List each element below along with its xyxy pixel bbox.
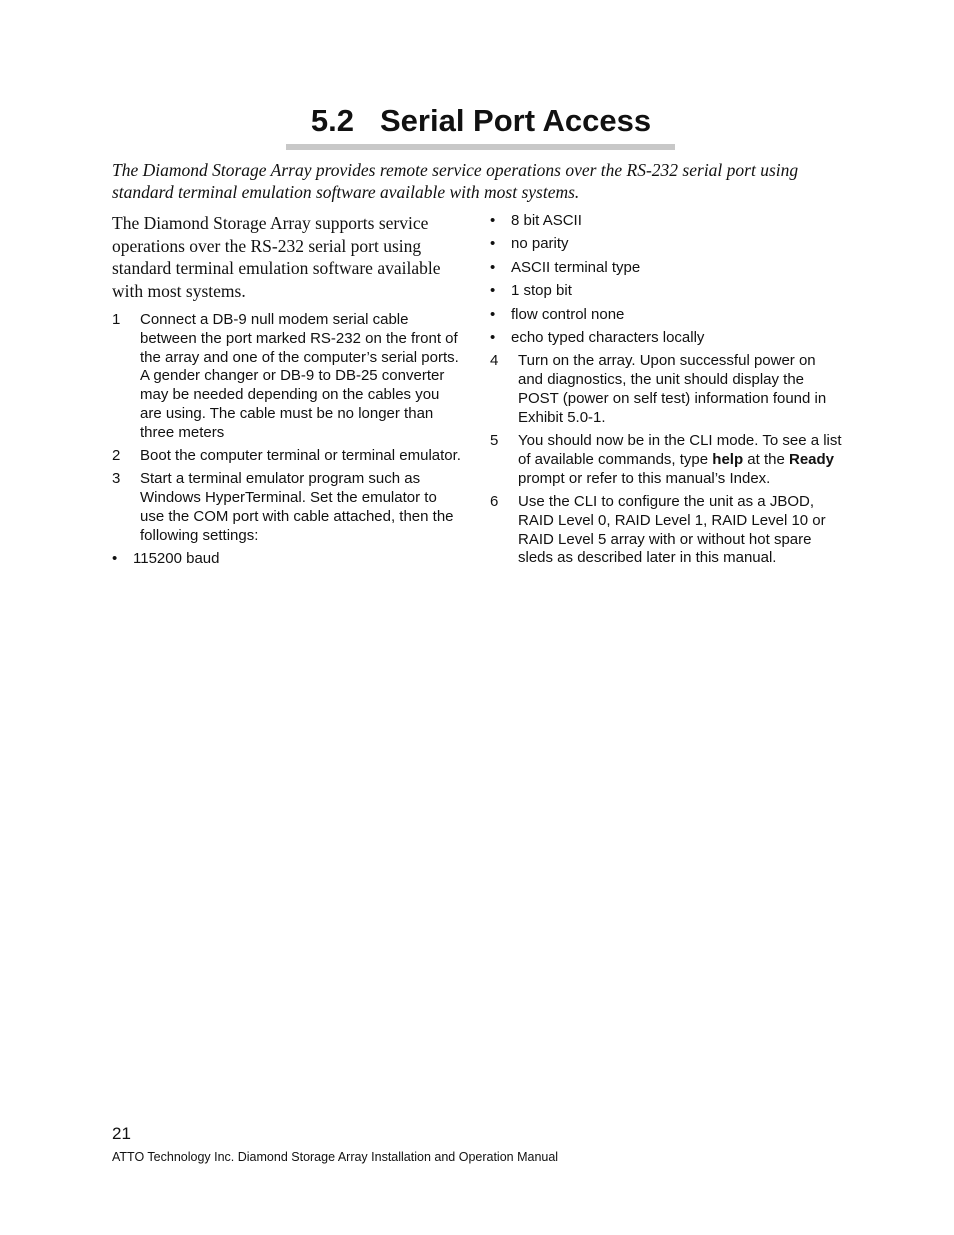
bullet-marker: • — [490, 282, 496, 300]
step-item-4 — [490, 352, 842, 427]
setting-text: 8 bit ASCII — [511, 212, 582, 229]
footer-text: ATTO Technology Inc. Diamond Storage Array Installation and Operation Manual — [112, 1150, 559, 1164]
step-item-3 — [112, 470, 464, 545]
setting-text: no parity — [511, 235, 569, 253]
settings-list — [490, 212, 842, 568]
step-text: Use the CLI to configure the unit as a JBOD, RAID Level 0, RAID Level 1, RAID Level 10 or RAID Level 5 array with or without hot spare sleds as described later in this manual. — [518, 492, 826, 567]
setting-item — [490, 306, 842, 325]
step-text: Turn on the array. Upon successful power on and diagnostics, the unit should display the POST (power on self test) information found in Exhibit 5.0-1. — [518, 352, 827, 426]
step-item-1 — [112, 311, 464, 443]
step-text-part: at the — [743, 450, 789, 468]
setting-text: flow control none — [511, 305, 625, 323]
bullet-marker: • — [112, 550, 118, 568]
command-help: help — [712, 450, 744, 468]
section-title — [286, 100, 676, 142]
prompt-ready: Ready — [789, 450, 835, 468]
step-number: 3 — [112, 470, 121, 488]
step-text: Start a terminal emulator program such as Windows HyperTerminal. Set the emulator to use the COM port with cable attached, then the following settings: — [140, 470, 454, 544]
step-number: 1 — [112, 311, 121, 328]
bullet-marker: • — [490, 305, 496, 323]
step-number: 5 — [490, 432, 499, 450]
step-text: Boot the computer terminal or terminal emulator. — [140, 447, 461, 465]
step-item-5 — [490, 432, 842, 488]
section-heading-text: Serial Port Access — [379, 103, 652, 138]
left-column — [112, 212, 464, 573]
setting-item — [490, 235, 842, 254]
step-text-part: prompt or refer to this manual’s Index. — [518, 469, 771, 487]
bullet-marker: • — [490, 328, 496, 346]
lead-paragraph: The Diamond Storage Array supports service operations over the RS-232 serial port using standard terminal emulation software available with most systems. — [112, 213, 441, 301]
bullet-marker: • — [490, 212, 496, 229]
setting-item — [490, 259, 842, 278]
step-text — [518, 432, 842, 488]
setting-text: 115200 baud — [133, 550, 220, 568]
step-number: 6 — [490, 492, 499, 510]
step-item-2 — [112, 447, 464, 466]
setting-item-baud — [112, 550, 464, 569]
step-text-part: You should now be in the CLI mode. To see a list of available commands, type — [518, 432, 842, 468]
intro-paragraph: The Diamond Storage Array provides remote service operations over the RS-232 serial port using standard terminal emulation software available with most systems. — [112, 160, 799, 202]
page-number: 21 — [112, 1124, 131, 1143]
step-number: 2 — [112, 447, 121, 465]
section-number: 5.2 — [310, 103, 354, 138]
step-item-6 — [490, 493, 842, 568]
bullet-marker: • — [490, 235, 496, 253]
setting-text: echo typed characters locally — [511, 328, 705, 346]
setting-item — [490, 282, 842, 301]
step-text: Connect a DB-9 null modem serial cable between the port marked RS-232 on the front of the array and one of the computer’s serial ports. A gender changer or DB-9 to DB-25 converter may be needed depending on the cables you are using. The cable must be no longer than three meters — [140, 311, 459, 441]
right-column — [490, 212, 842, 573]
setting-text: 1 stop bit — [511, 282, 572, 300]
title-underline-rule — [286, 144, 675, 150]
setting-text: ASCII terminal type — [511, 258, 641, 276]
bullet-marker: • — [490, 258, 496, 276]
setting-item — [490, 329, 842, 348]
steps-list — [112, 311, 464, 569]
setting-item — [490, 212, 842, 231]
step-number: 4 — [490, 352, 499, 370]
